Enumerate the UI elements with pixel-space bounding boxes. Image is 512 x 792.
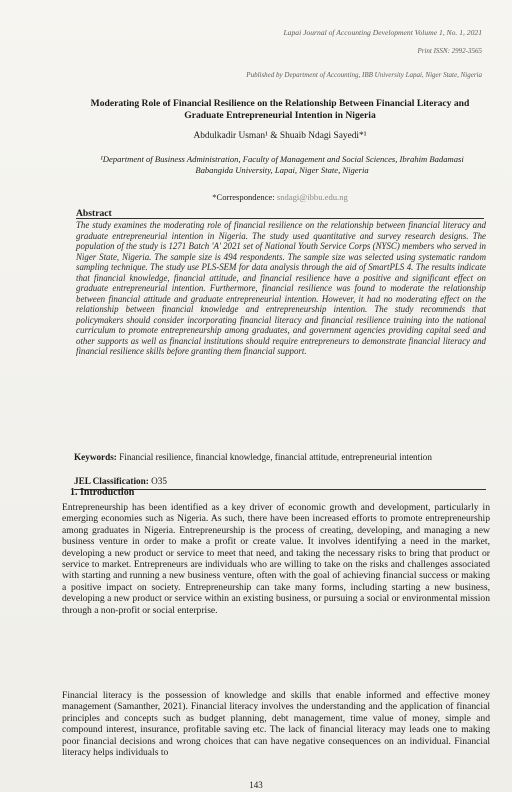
issn-line: Print ISSN: 2992-3565 (417, 47, 482, 55)
keywords-label: Keywords: (74, 452, 117, 462)
jel-classification (74, 476, 167, 486)
author-list: Abdulkadir Usman¹ & Shuaib Ndagi Sayedi*¹ (193, 131, 367, 141)
journal-header: Lapai Journal of Accounting Development Volume 1, No. 1, 2021 (283, 28, 482, 37)
jel-code: O35 (151, 476, 167, 486)
publisher-line: Published by Department of Accounting, IBB University Lapai, Niger State, Nigeria (246, 71, 482, 79)
abstract-body: The study examines the moderating role of financial resilience on the relationship between financial literacy and graduate entrepreneurial intention in Nigeria. The study used quantitative and survey research designs. The population of the study is 1271 Batch 'A' 2021 set of National Youth Service Corps (NYSC) members who served in Niger State, Nigeria. The sample size is 494 respondents. The sample size was selected using systematic random sampling technique. The study use PLS-SEM for data analysis through the aid of SmartPLS 4. The results indicate that financial knowledge, financial attitude, and financial resilience have a positive and significant effect on graduate entrepreneurial intention. Furthermore, financial resilience was found to moderate the relationship between financial attitude and graduate entrepreneurial intention. However, it had no moderating effect on the relationship between financial knowledge and entrepreneurship intention. The study recommends that policymakers should consider incorporating financial literacy and financial resilience training into the national curriculum to promote entrepreneurship among graduates, and government agencies providing capital seed and other supports as well as financial institutions should require entrepreneurs to demonstrate financial literacy and financial resilience skills before granting them financial support. (76, 220, 486, 356)
author-affiliation: ¹Department of Business Administration, Faculty of Management and Social Sciences, Ibrahim Badamasi Babangida University, Lapai, Niger State, Nigeria (100, 154, 464, 175)
abstract-divider (76, 218, 484, 219)
abstract-heading: Abstract (76, 208, 112, 219)
introduction-paragraph-2: Financial literacy is the possession of knowledge and skills that enable informed and effective money management (Samanther, 2021). Financial literacy involves the understanding and the application of financial principles and concepts such as budget planning, debt management, time value of money, simple and compound interest, insurance, profitable saving etc. The lack of financial literacy may leads one to making poor financial decisions and wrong choices that can have negative consequences on an individual. Financial literacy helps individuals to (62, 690, 490, 759)
correspondence-line (70, 192, 490, 202)
correspondence-label: *Correspondence: (212, 192, 275, 202)
article-title: Moderating Role of Financial Resilience on the Relationship Between Financial Literacy and Graduate Entrepreneurial Intention in Nigeria (90, 98, 470, 121)
jel-divider (74, 489, 486, 490)
jel-label: JEL Classification: (74, 476, 149, 486)
correspondence-email: sndagi@ibbu.edu.ng (276, 192, 348, 202)
introduction-heading: 1. Introduction (70, 487, 135, 498)
keywords-text: Financial resilience, financial knowledge, financial attitude, entrepreneurial intention (119, 452, 432, 462)
introduction-paragraph-1: Entrepreneurship has been identified as a key driver of economic growth and development, particularly in emerging economies such as Nigeria. As such, there have been increased efforts to promote entrepreneurship among graduates in Nigeria. Entrepreneurship is the process of creating, developing, and managing a new business venture in order to make a profit or create value. It involves identifying a need in the market, developing a new product or service to meet that need, and taking the necessary risks to bring that product or service to market. Entrepreneurs are individuals who are willing to take on the risks and challenges associated with starting and running a new business venture, often with the goal of achieving financial success or making a positive impact on society. Entrepreneurship can take many forms, including starting a new business, developing a new product or service within an existing business, or pursuing a social or environmental mission through a non-profit or social enterprise. (62, 502, 490, 616)
page-number: 143 (249, 780, 263, 790)
keywords (74, 452, 486, 463)
